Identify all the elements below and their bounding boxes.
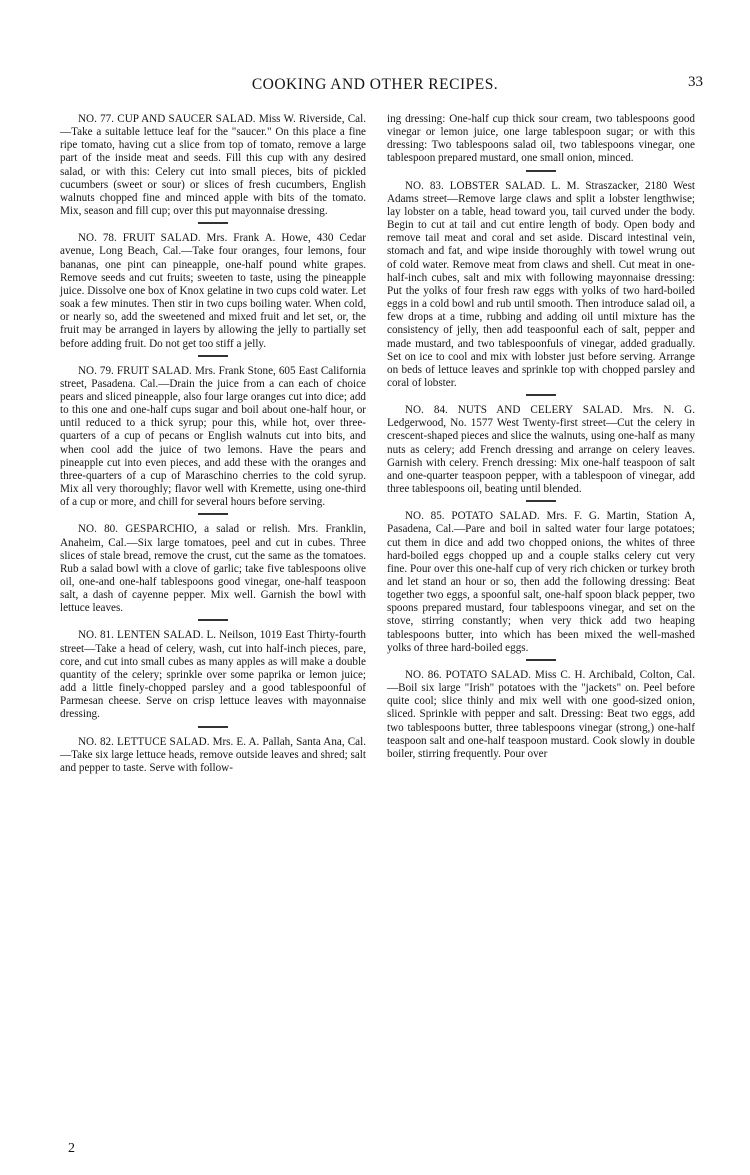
right-column [387,113,695,761]
separator-rule [526,500,556,502]
recipe-84: NO. 84. NUTS AND CELERY SALAD. Mrs. N. G. Ledgerwood, No. 1577 West Twenty-first street—Cut the celery in crescent-shaped pieces and slice the walnuts, using one-half as many nuts as celery; add French dressing and arrange on celery leaves. Garnish with celery. French dressing: Mix one-half teaspoon of salt and one-quarter teaspoon pepper, with a tablespoon of vinegar, add three tablespoons oil, beating until blended. [387,404,695,496]
recipe-82: NO. 82. LETTUCE SALAD. Mrs. E. A. Pallah, Santa Ana, Cal.—Take six large lettuce heads, remove outside leaves and shred; salt and pepper to taste. Serve with follow- [60,735,366,774]
separator-rule [198,513,228,515]
page-title: COOKING AND OTHER RECIPES. [251,76,499,93]
separator-rule [198,355,228,357]
recipe-80: NO. 80. GESPARCHIO, a salad or relish. Mrs. Franklin, Anaheim, Cal.—Six large tomatoes, peel and cut in cubes. Three slices of stale bread, remove the crust, cut the same as the tomatoes. Rub a salad bowl with a clove of garlic; take five tablespoons olive oil, one-and one-half tablespoons good vinegar, one-half teaspoon salt, a dash of cayenne pepper. Mix well. Garnish the bowl with lettuce leaves. [60,523,366,615]
running-head [0,74,750,98]
recipe-86: NO. 86. POTATO SALAD. Miss C. H. Archibald, Colton, Cal.—Boil six large "Irish" potatoes with the "jackets" on. Peel before quite cool; slice thinly and mix well with one good-sized onion, sliced. Sprinkle with pepper and salt. Dressing: Beat two eggs, add two tablespoons butter, three tablespoons vinegar (strong,) one-half teaspoon salt and one-half teaspoon mustard. Cook slowly in double boiler, stirring frequently. Pour over [387,668,695,760]
recipe-83: NO. 83. LOBSTER SALAD. L. M. Straszacker, 2180 West Adams street—Remove large claws and split a lobster lengthwise; lay lobster on a table, head toward you, tail curved under the body. Begin to cut at tail and cut entire length of body. Open body and remove tail meat and coral and set aside. Discard intestinal vein, stomach and fat, and wipe inside thoroughly with towel wrung out of cold water. Remove meat from claws and shell. Cut meat in one-half-inch cubes, salt and mix with following mayonnaise dressing: Put the yolks of four fresh raw eggs with yolks of two hard-boiled eggs in a cold bowl and rub until smooth. Then introduce salad oil, a few drops at a time, rubbing and adding oil until mixture has the consistency of jelly, then add teaspoonful each of salt, pepper and made mustard, and two tablespoonfuls of vinegar, added gradually. Set on ice to cool and mix with lobster just before serving. Arrange on beds of lettuce leaves and sprinkle top with chopped parsley and coral of lobster. [387,179,695,389]
separator-rule [198,726,228,728]
separator-rule [198,619,228,621]
separator-rule [526,170,556,172]
recipe-82-continued: ing dressing: One-half cup thick sour cream, two tablespoons good vinegar or lemon juice, one large tablespoon sugar; or with this dressing: Two tablespoons salad oil, two tablespoons vinegar, one tablespoon prepared mustard, one small onion, minced. [387,113,695,165]
separator-rule [526,659,556,661]
signature-mark: 2 [68,1141,75,1156]
recipe-78: NO. 78. FRUIT SALAD. Mrs. Frank A. Howe, 430 Cedar avenue, Long Beach, Cal.—Take four oranges, four lemons, four bananas, one pint can pineapple, one-half pound white grapes. Remove seeds and cut fruits; sweeten to taste, using the pineapple juice. Dissolve one box of Knox gelatine in two cups cold water. Let soak a few minutes. Then stir in two cups boiling water. When cold, or nearly so, add the sweetened and mixed fruit and let set, or, the fruit may be arranged in layers by allowing the jelly to partially set before adding fruit. Do not get too stiff a jelly. [60,232,366,350]
recipe-85: NO. 85. POTATO SALAD. Mrs. F. G. Martin, Station A, Pasadena, Cal.—Pare and boil in salted water four large potatoes; cut them in dice and add two chopped onions, the whites of three hard-boiled eggs chopped up and a couple stalks celery cut very fine. Pour over this one-half cup of very rich chicken or turkey broth and let stand an hour or so, then add the following dressing: Beat together two eggs, a spoonful salt, one-half spoon black pepper, two spoons prepared mustard, four tablespoons vinegar, and set on the stove, stirring constantly; when very thick add two heaping tablespoons butter, into which has been mixed the well-mashed yolks of three hard-boiled eggs. [387,510,695,654]
left-column [60,113,366,775]
recipe-81: NO. 81. LENTEN SALAD. L. Neilson, 1019 East Thirty-fourth street—Take a head of celery, wash, cut into half-inch pieces, pare, core, and cut into small cubes as many apples as will make a double quantity of the celery; sprinkle over some paprika or lemon juice; add a little finely-chopped parsley and a good tablespoonful of Parmesan cheese. Serve on crisp lettuce leaves with mayonnaise dressing. [60,629,366,721]
recipe-77: NO. 77. CUP AND SAUCER SALAD. Miss W. Riverside, Cal.—Take a suitable lettuce leaf for the "saucer." On this place a fine ripe tomato, having cut a slice from top of tomato, remove a large part of the inside meat and seeds. Fill this cup with any desired salad, or with this: Celery cut into small pieces, bits of pickled cucumbers (sweet or sour) or slices of fresh cucumbers, English walnuts chopped fine and minced apple with bits of the tomato. Mix, season and fill cup; over this put mayonnaise dressing. [60,113,366,218]
separator-rule [198,222,228,224]
page-number: 33 [688,74,703,90]
recipe-79: NO. 79. FRUIT SALAD. Mrs. Frank Stone, 605 East California street, Pasadena. Cal.—Drain the juice from a can each of choice pears and sliced pineapple, also four large oranges cut into dice; add to this one and one-half cups sugar and boil about one-half hour, or until reduced to a thick syrup; pour this, while hot, over three-quarters of a cup of pecans or English walnuts cut into bits, and when cool add the juice of two lemons. Have the pears and pineapple cut into even pieces, and add these with the oranges and three-quarters of a cup of Maraschino cherries to the cold syrup. Mix all very thoroughly; flavor well with Kremette, using one-third of a cup or more, and chill for several hours before serving. [60,364,366,509]
separator-rule [526,394,556,396]
